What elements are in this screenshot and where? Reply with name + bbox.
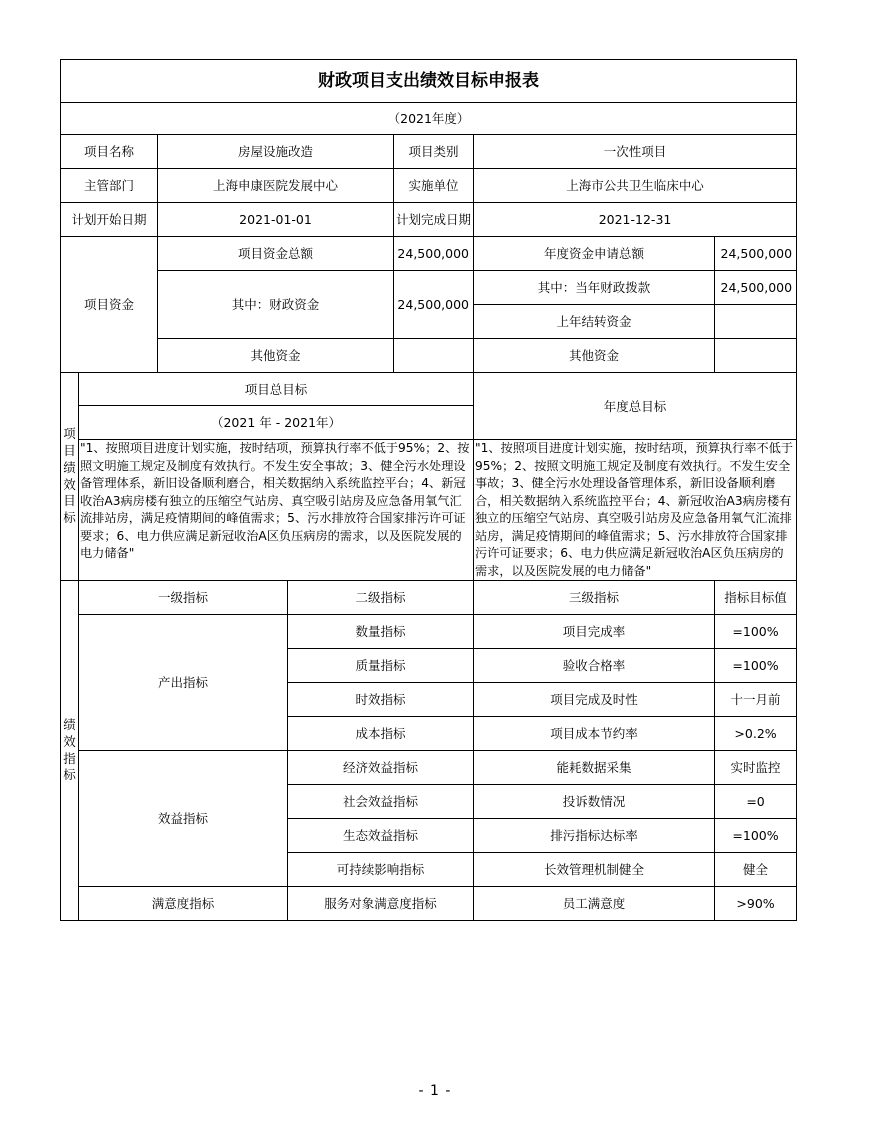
other-funds-value-right bbox=[715, 339, 797, 373]
indicator-level3: 项目成本节约率 bbox=[474, 717, 715, 751]
indicator-target: >90% bbox=[715, 887, 797, 921]
header-level3: 三级指标 bbox=[474, 581, 715, 615]
indicator-level2: 经济效益指标 bbox=[288, 751, 474, 785]
form-page bbox=[60, 59, 796, 921]
dept-label: 主管部门 bbox=[61, 169, 158, 203]
annual-funds-label: 年度资金申请总额 bbox=[474, 237, 715, 271]
total-funds-value: 24,500,000 bbox=[394, 237, 474, 271]
other-funds-label-right: 其他资金 bbox=[474, 339, 715, 373]
current-fiscal-label: 其中：当年财政拨款 bbox=[474, 271, 715, 305]
current-fiscal-value: 24,500,000 bbox=[715, 271, 797, 305]
indicator-target: =100% bbox=[715, 819, 797, 853]
form-year: （2021年度） bbox=[61, 103, 797, 135]
indicator-target: 十一月前 bbox=[715, 683, 797, 717]
performance-form-table bbox=[60, 59, 797, 921]
indicator-target: 健全 bbox=[715, 853, 797, 887]
indicator-level3: 项目完成及时性 bbox=[474, 683, 715, 717]
indicator-level2: 成本指标 bbox=[288, 717, 474, 751]
carryover-label: 上年结转资金 bbox=[474, 305, 715, 339]
indicator-level3: 员工满意度 bbox=[474, 887, 715, 921]
indicator-level2: 服务对象满意度指标 bbox=[288, 887, 474, 921]
header-level2: 二级指标 bbox=[288, 581, 474, 615]
benefit-indicator-label: 效益指标 bbox=[79, 751, 288, 887]
annual-goal-text: "1、按照项目进度计划实施，按时结项，预算执行率不低于95%；2、按照文明施工规定及制度有效执行。不发生安全事故；3、健全污水处理设备管理体系，新旧设备顺利磨合，相关数据纳入系统监控平台；4、新冠收治A3病房楼有独立的压缩空气站房、真空吸引站房及应急备用氧气汇流排站房，满足疫情期间的峰值需求；5、污水排放符合国家排污许可证要求；6、电力供应满足新冠收治A区负压病房的需求，以及医院发展的电力储备" bbox=[474, 440, 797, 581]
project-name-label: 项目名称 bbox=[61, 135, 158, 169]
fiscal-funds-label: 其中：财政资金 bbox=[158, 271, 394, 339]
indicator-level3: 项目完成率 bbox=[474, 615, 715, 649]
annual-goal-label: 年度总目标 bbox=[474, 373, 797, 440]
project-type-label: 项目类别 bbox=[394, 135, 474, 169]
indicator-level3: 长效管理机制健全 bbox=[474, 853, 715, 887]
overall-goal-text: "1、按照项目进度计划实施，按时结项，预算执行率不低于95%；2、按照文明施工规定及制度有效执行。不发生安全事故；3、健全污水处理设备管理体系，新旧设备顺利磨合，相关数据纳入系统监控平台；4、新冠收治A3病房楼有独立的压缩空气站房、真空吸引站房及应急备用氧气汇流排站房，满足疫情期间的峰值需求；5、污水排放符合国家排污许可证要求；6、电力供应满足新冠收治A区负压病房的需求，以及医院发展的电力储备" bbox=[79, 440, 474, 581]
satisfaction-indicator-label: 满意度指标 bbox=[79, 887, 288, 921]
header-level1: 一级指标 bbox=[79, 581, 288, 615]
end-date-label: 计划完成日期 bbox=[394, 203, 474, 237]
start-date-label: 计划开始日期 bbox=[61, 203, 158, 237]
goals-section-label: 项目绩效目标 bbox=[61, 373, 79, 581]
total-funds-label: 项目资金总额 bbox=[158, 237, 394, 271]
end-date-value: 2021-12-31 bbox=[474, 203, 797, 237]
annual-funds-value: 24,500,000 bbox=[715, 237, 797, 271]
start-date-value: 2021-01-01 bbox=[158, 203, 394, 237]
impl-label: 实施单位 bbox=[394, 169, 474, 203]
indicator-target: =100% bbox=[715, 615, 797, 649]
form-title: 财政项目支出绩效目标申报表 bbox=[61, 60, 797, 103]
indicator-level2: 可持续影响指标 bbox=[288, 853, 474, 887]
indicators-section-label: 绩效指标 bbox=[61, 581, 79, 921]
indicator-target: =100% bbox=[715, 649, 797, 683]
indicator-target: 实时监控 bbox=[715, 751, 797, 785]
carryover-value bbox=[715, 305, 797, 339]
project-name-value: 房屋设施改造 bbox=[158, 135, 394, 169]
indicator-level3: 能耗数据采集 bbox=[474, 751, 715, 785]
other-funds-value-left bbox=[394, 339, 474, 373]
funds-label: 项目资金 bbox=[61, 237, 158, 373]
indicator-target: =0 bbox=[715, 785, 797, 819]
indicator-level3: 验收合格率 bbox=[474, 649, 715, 683]
other-funds-label-left: 其他资金 bbox=[158, 339, 394, 373]
output-indicator-label: 产出指标 bbox=[79, 615, 288, 751]
indicator-target: >0.2% bbox=[715, 717, 797, 751]
indicator-level2: 生态效益指标 bbox=[288, 819, 474, 853]
impl-value: 上海市公共卫生临床中心 bbox=[474, 169, 797, 203]
indicator-level2: 社会效益指标 bbox=[288, 785, 474, 819]
indicator-level3: 排污指标达标率 bbox=[474, 819, 715, 853]
overall-goal-label: 项目总目标 bbox=[79, 373, 474, 406]
header-target: 指标目标值 bbox=[715, 581, 797, 615]
page-number: - 1 - bbox=[418, 1083, 452, 1099]
project-type-value: 一次性项目 bbox=[474, 135, 797, 169]
indicator-level3: 投诉数情况 bbox=[474, 785, 715, 819]
overall-goal-period: （2021 年 - 2021年） bbox=[79, 406, 474, 440]
dept-value: 上海申康医院发展中心 bbox=[158, 169, 394, 203]
indicator-level2: 时效指标 bbox=[288, 683, 474, 717]
fiscal-funds-value: 24,500,000 bbox=[394, 271, 474, 339]
indicator-level2: 数量指标 bbox=[288, 615, 474, 649]
indicator-level2: 质量指标 bbox=[288, 649, 474, 683]
